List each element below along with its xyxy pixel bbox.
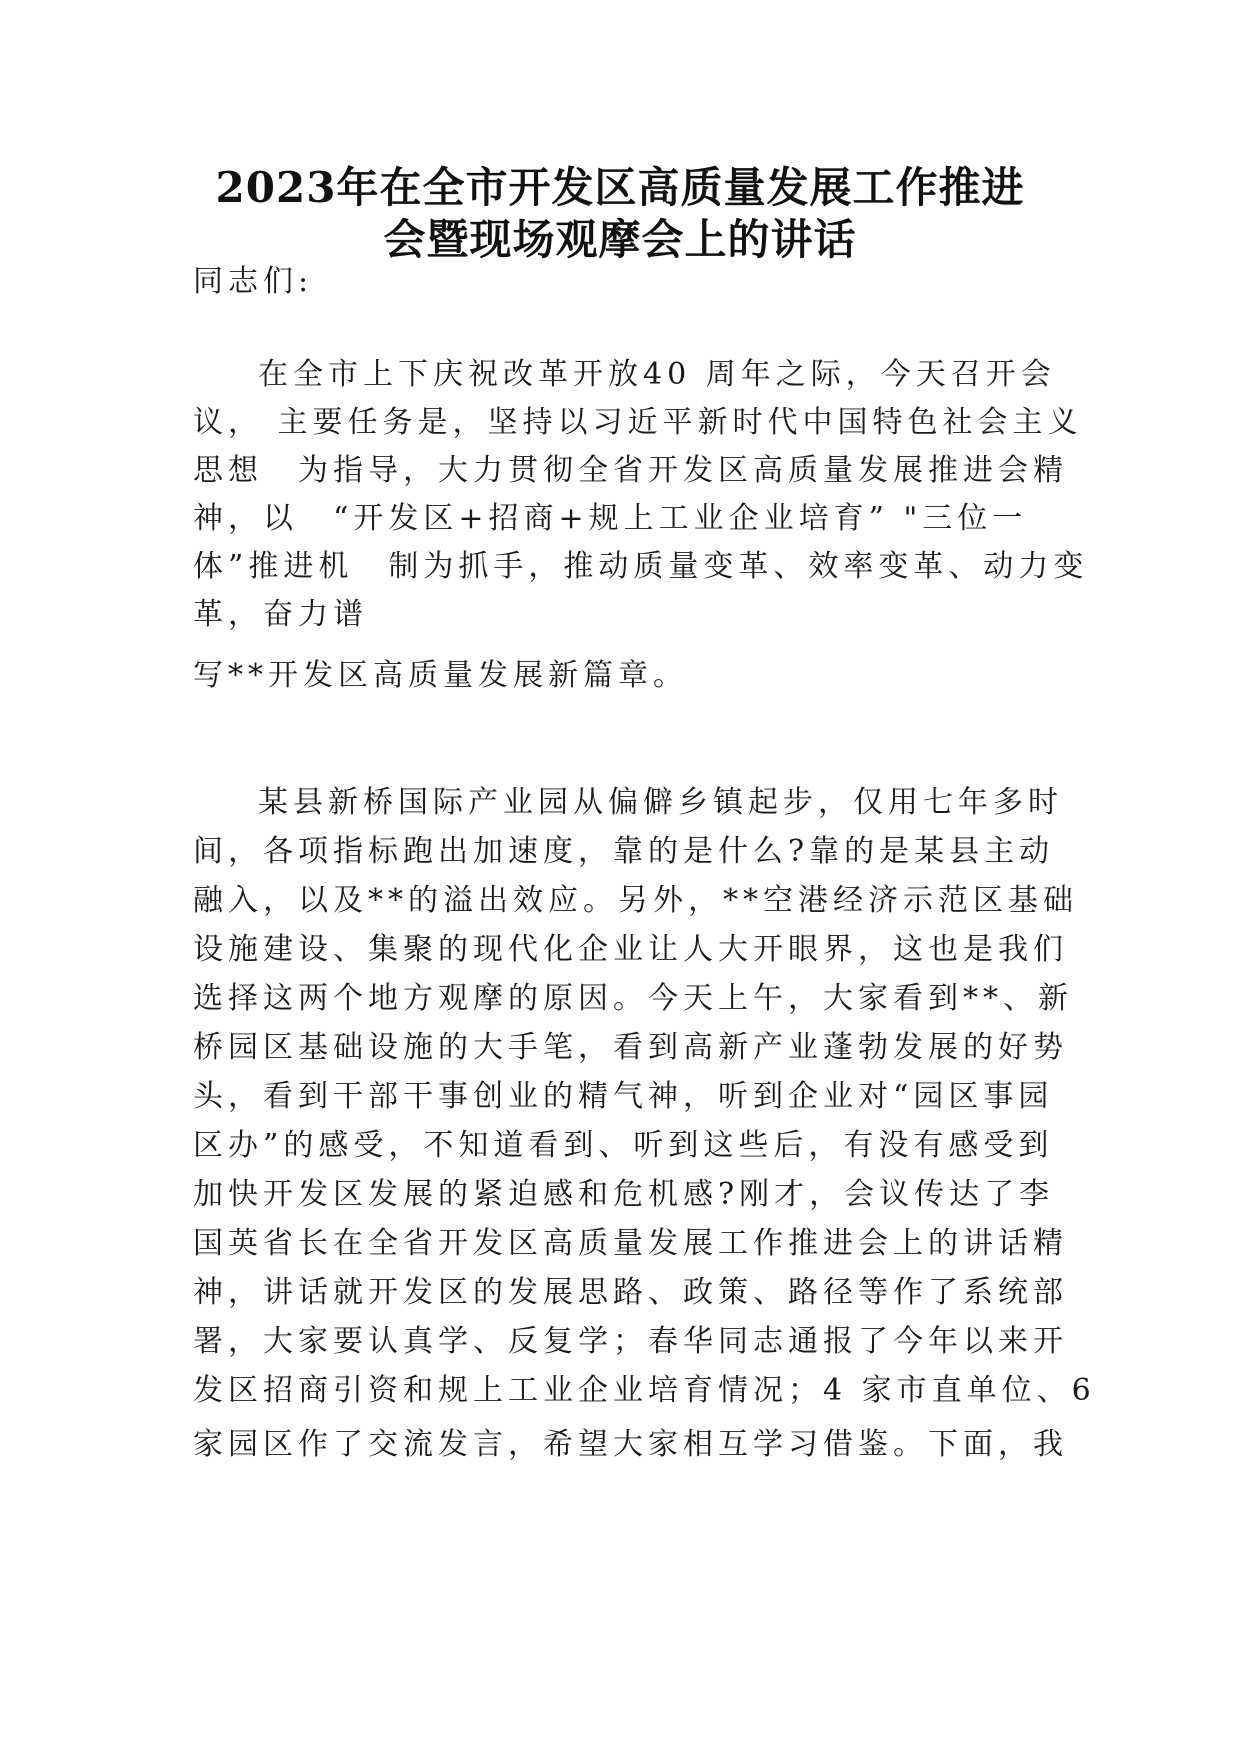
- paragraph2-line: 国英省长在全省开发区高质量发展工作推进会上的讲话精: [193, 1226, 1068, 1261]
- paragraph2-line: 发区招商引资和规上工业企业培育情况；4 家市直单位、6: [193, 1373, 1096, 1408]
- paragraph2-line: 选择这两个地方观摩的原因。今天上午，大家看到**、新: [193, 981, 1073, 1016]
- paragraph2-line: 设施建设、集聚的现代化企业让人大开眼界，这也是我们: [193, 932, 1068, 967]
- document-title-line-1: 2023年在全市开发区高质量发展工作推进: [215, 163, 1025, 212]
- paragraph2-line: 神，讲话就开发区的发展思路、政策、路径等作了系统部: [193, 1275, 1068, 1310]
- paragraph2-line: 融入，以及**的溢出效应。另外，**空港经济示范区基础: [193, 883, 1078, 918]
- paragraph1-line: 神，以 “开发区+招商+规上工业企业培育” "三位一: [193, 501, 1028, 536]
- paragraph1-tail: 写**开发区高质量发展新篇章。: [193, 658, 688, 693]
- paragraph2-line: 间，各项指标跑出加速度，靠的是什么?靠的是某县主动: [193, 834, 1055, 869]
- paragraph1-line: 体”推进机 制为抓手，推动质量变革、效率变革、动力变: [193, 549, 1089, 584]
- paragraph1-line: 思想 为指导，大力贯彻全省开发区高质量发展推进会精: [193, 453, 1068, 488]
- salutation: 同志们:: [193, 264, 314, 299]
- paragraph1-line: 在全市上下庆祝改革开放40 周年之际，今天召开会: [258, 357, 1056, 392]
- paragraph2-line: 头，看到干部干事创业的精气神，听到企业对“园区事园: [193, 1079, 1054, 1114]
- paragraph2-line: 加快开发区发展的紧迫感和危机感?刚才，会议传达了李: [193, 1177, 1055, 1212]
- paragraph2-line: 桥园区基础设施的大手笔，看到高新产业蓬勃发展的好势: [193, 1030, 1068, 1065]
- paragraph2-line: 区办”的感受，不知道看到、听到这些后，有没有感受到: [193, 1128, 1054, 1163]
- paragraph1-line: 议， 主要任务是，坚持以习近平新时代中国特色社会主义: [193, 405, 1083, 440]
- paragraph2-line: 家园区作了交流发言，希望大家相互学习借鉴。下面，我: [193, 1427, 1068, 1462]
- paragraph2-line: 署，大家要认真学、反复学；春华同志通报了今年以来开: [193, 1324, 1068, 1359]
- paragraph2-line: 某县新桥国际产业园从偏僻乡镇起步，仅用七年多时: [258, 785, 1063, 820]
- paragraph1-line: 革，奋力谱: [193, 597, 368, 632]
- document-title-line-2: 会暨现场观摩会上的讲话: [383, 215, 857, 264]
